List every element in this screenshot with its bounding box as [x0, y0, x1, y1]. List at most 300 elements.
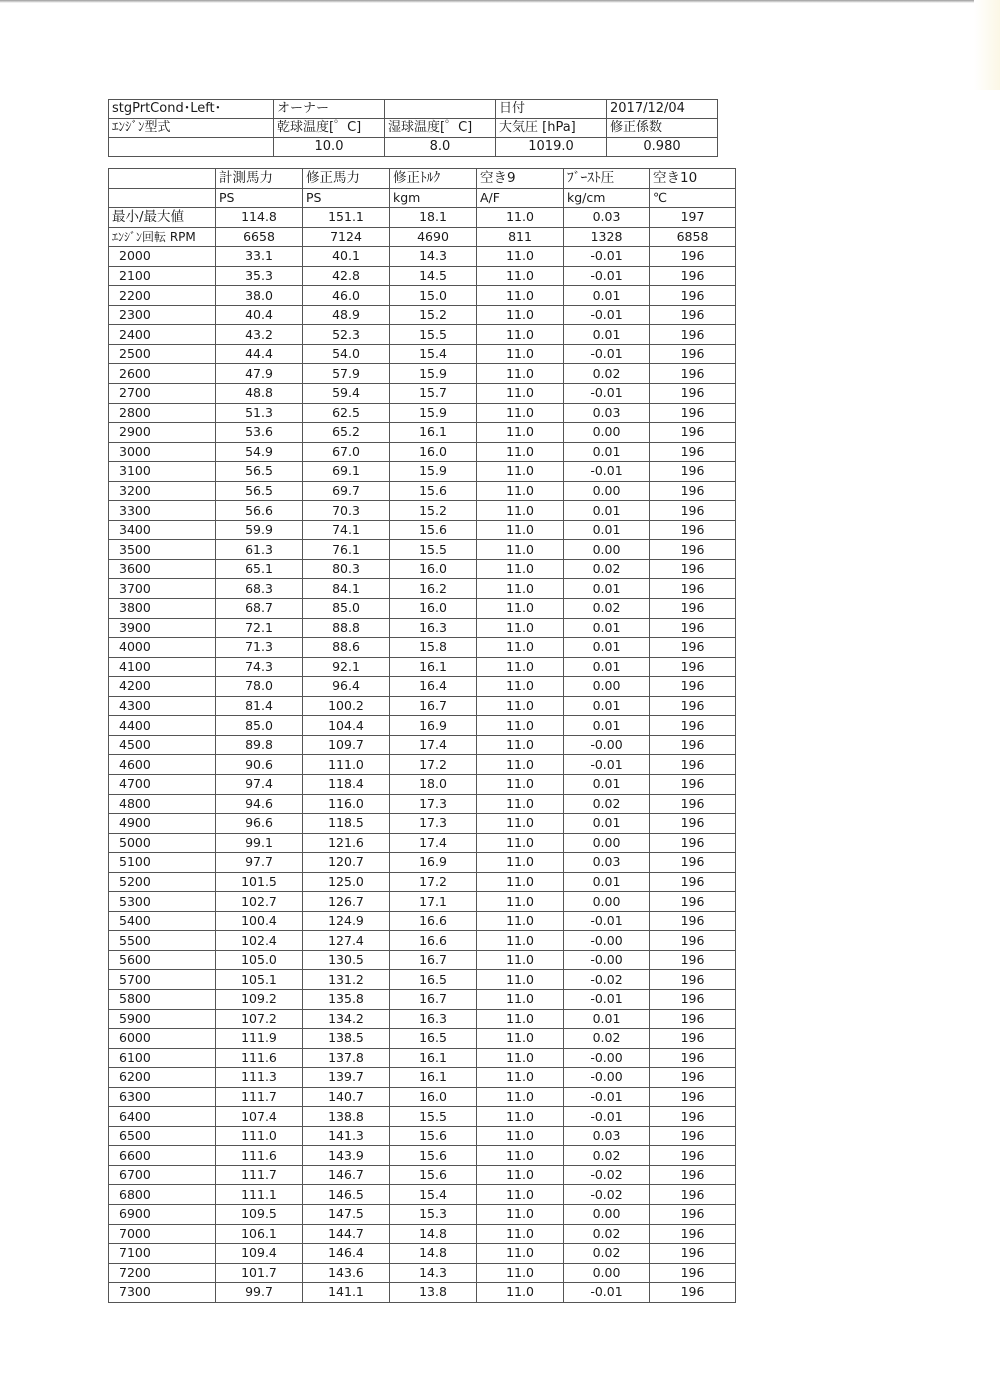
value-cell: 109.7	[303, 735, 390, 755]
value-cell: 102.4	[216, 931, 303, 951]
rpm-cell: 6800	[109, 1185, 216, 1205]
value-cell: 15.0	[390, 286, 477, 306]
value-cell: 196	[650, 286, 736, 306]
column-header: 空き9	[477, 169, 564, 189]
table-row	[109, 755, 736, 775]
table-row	[109, 520, 736, 540]
value-cell: 196	[650, 1224, 736, 1244]
value-cell: 17.2	[390, 872, 477, 892]
value-cell: 16.5	[390, 1029, 477, 1049]
table-row	[109, 618, 736, 638]
rpm-cell: 2100	[109, 266, 216, 286]
value-cell: 11.0	[477, 1263, 564, 1283]
value-cell: 15.5	[390, 325, 477, 345]
value-cell: 11.0	[477, 442, 564, 462]
unit-cell: ℃	[650, 188, 736, 208]
value-cell: 11.0	[477, 1283, 564, 1303]
value-cell: 135.8	[303, 989, 390, 1009]
value-cell: -0.01	[564, 1107, 650, 1127]
value-cell: 196	[650, 892, 736, 912]
value-cell: 11.0	[477, 735, 564, 755]
value-cell: 11.0	[477, 1204, 564, 1224]
value-cell: 81.4	[216, 696, 303, 716]
value-cell: 11.0	[477, 1068, 564, 1088]
table-row	[109, 1224, 736, 1244]
value-cell: 196	[650, 462, 736, 482]
value-cell: 11.0	[477, 1146, 564, 1166]
value-cell: 11.0	[477, 423, 564, 443]
table-row	[109, 911, 736, 931]
value-cell: -0.02	[564, 1165, 650, 1185]
value-cell: 11.0	[477, 520, 564, 540]
value-cell: 109.5	[216, 1204, 303, 1224]
table-row	[109, 384, 736, 404]
value-cell: 196	[650, 1146, 736, 1166]
value-cell: 0.01	[564, 286, 650, 306]
rpm-row-label: ｴﾝｼﾞﾝ回転 RPM	[109, 227, 216, 247]
value-cell: 196	[650, 950, 736, 970]
value-cell: 134.2	[303, 1009, 390, 1029]
value-cell: 61.3	[216, 540, 303, 560]
rpm-cell: 6400	[109, 1107, 216, 1127]
rpm-cell: 2500	[109, 344, 216, 364]
value-cell: 0.02	[564, 1029, 650, 1049]
table-row	[109, 1244, 736, 1264]
value-cell: 0.03	[564, 403, 650, 423]
max-rpm-cell: 6658	[216, 227, 303, 247]
value-cell: 16.3	[390, 1009, 477, 1029]
value-cell: 0.02	[564, 364, 650, 384]
dry-bulb-label: 乾球温度[゜C]	[274, 119, 385, 138]
table-row	[109, 1146, 736, 1166]
value-cell: 196	[650, 520, 736, 540]
value-cell: 16.7	[390, 989, 477, 1009]
value-cell: 196	[650, 911, 736, 931]
value-cell: -0.01	[564, 247, 650, 267]
dyno-data-body	[109, 169, 736, 1303]
value-cell: 56.6	[216, 501, 303, 521]
column-header: ﾌﾞｰｽﾄ圧	[564, 169, 650, 189]
rpm-cell: 3300	[109, 501, 216, 521]
dyno-data-table	[108, 168, 736, 1303]
scan-edge-tint	[974, 0, 1000, 90]
value-cell: 11.0	[477, 1107, 564, 1127]
value-cell: 196	[650, 1263, 736, 1283]
value-cell: 11.0	[477, 462, 564, 482]
value-cell: 196	[650, 833, 736, 853]
value-cell: 33.1	[216, 247, 303, 267]
owner-label: オーナー	[274, 100, 385, 119]
value-cell: 141.3	[303, 1126, 390, 1146]
value-cell: 56.5	[216, 462, 303, 482]
value-cell: 11.0	[477, 618, 564, 638]
value-cell: 88.8	[303, 618, 390, 638]
value-cell: 16.1	[390, 657, 477, 677]
value-cell: 16.0	[390, 599, 477, 619]
value-cell: 11.0	[477, 755, 564, 775]
value-cell: 146.5	[303, 1185, 390, 1205]
column-header: 計測馬力	[216, 169, 303, 189]
value-cell: 106.1	[216, 1224, 303, 1244]
value-cell: 11.0	[477, 1126, 564, 1146]
rpm-cell: 3200	[109, 481, 216, 501]
value-cell: 99.1	[216, 833, 303, 853]
max-rpm-cell: 4690	[390, 227, 477, 247]
value-cell: -0.01	[564, 266, 650, 286]
value-cell: 15.9	[390, 403, 477, 423]
value-cell: 109.4	[216, 1244, 303, 1264]
rpm-cell: 5400	[109, 911, 216, 931]
value-cell: -0.00	[564, 1048, 650, 1068]
value-cell: 0.03	[564, 853, 650, 873]
value-cell: 11.0	[477, 814, 564, 834]
value-cell: 146.4	[303, 1244, 390, 1264]
value-cell: 16.1	[390, 1068, 477, 1088]
table-row	[109, 1009, 736, 1029]
value-cell: 196	[650, 344, 736, 364]
value-cell: 17.3	[390, 814, 477, 834]
value-cell: 14.8	[390, 1244, 477, 1264]
value-cell: 16.7	[390, 950, 477, 970]
rpm-cell: 5700	[109, 970, 216, 990]
value-cell: 147.5	[303, 1204, 390, 1224]
table-row	[109, 1107, 736, 1127]
value-cell: 16.4	[390, 677, 477, 697]
value-cell: 116.0	[303, 794, 390, 814]
value-cell: 196	[650, 618, 736, 638]
value-cell: 196	[650, 325, 736, 345]
value-cell: 0.02	[564, 599, 650, 619]
value-cell: 196	[650, 442, 736, 462]
table-row	[109, 716, 736, 736]
correction-factor-label: 修正係数	[607, 119, 718, 138]
value-cell: -0.00	[564, 1068, 650, 1088]
value-cell: 0.01	[564, 442, 650, 462]
value-cell: 16.7	[390, 696, 477, 716]
value-cell: 97.7	[216, 853, 303, 873]
profile-name: stgPrtCond･Left･	[109, 100, 274, 119]
table-row	[109, 1048, 736, 1068]
value-cell: 124.9	[303, 911, 390, 931]
value-cell: 196	[650, 559, 736, 579]
column-header-row	[109, 169, 736, 189]
value-cell: 48.8	[216, 384, 303, 404]
value-cell: 65.1	[216, 559, 303, 579]
value-cell: 13.8	[390, 1283, 477, 1303]
value-cell: 127.4	[303, 931, 390, 951]
value-cell: 70.3	[303, 501, 390, 521]
value-cell: 16.2	[390, 579, 477, 599]
value-cell: 0.01	[564, 774, 650, 794]
value-cell: 16.0	[390, 1087, 477, 1107]
rpm-cell: 7300	[109, 1283, 216, 1303]
value-cell: 143.6	[303, 1263, 390, 1283]
table-row	[109, 1263, 736, 1283]
table-row	[109, 481, 736, 501]
rpm-cell: 7000	[109, 1224, 216, 1244]
value-cell: 16.6	[390, 911, 477, 931]
value-cell: 140.7	[303, 1087, 390, 1107]
value-cell: 109.2	[216, 989, 303, 1009]
value-cell: 15.8	[390, 638, 477, 658]
value-cell: 196	[650, 364, 736, 384]
value-cell: 16.6	[390, 931, 477, 951]
rpm-cell: 3500	[109, 540, 216, 560]
value-cell: 196	[650, 1048, 736, 1068]
table-row	[109, 266, 736, 286]
rpm-cell: 5000	[109, 833, 216, 853]
value-cell: 196	[650, 501, 736, 521]
value-cell: 111.1	[216, 1185, 303, 1205]
value-cell: 11.0	[477, 872, 564, 892]
value-cell: 99.7	[216, 1283, 303, 1303]
value-cell: 111.0	[303, 755, 390, 775]
table-row	[109, 1126, 736, 1146]
value-cell: 0.02	[564, 559, 650, 579]
table-row	[109, 540, 736, 560]
rpm-cell: 6100	[109, 1048, 216, 1068]
rpm-cell: 3000	[109, 442, 216, 462]
value-cell: 84.1	[303, 579, 390, 599]
value-cell: 131.2	[303, 970, 390, 990]
value-cell: 0.01	[564, 872, 650, 892]
value-cell: 15.6	[390, 1126, 477, 1146]
value-cell: 52.3	[303, 325, 390, 345]
value-cell: 11.0	[477, 344, 564, 364]
rpm-cell: 2900	[109, 423, 216, 443]
value-cell: -0.02	[564, 970, 650, 990]
table-row	[109, 286, 736, 306]
correction-factor-value: 0.980	[607, 138, 718, 157]
engine-model-value	[109, 138, 274, 157]
value-cell: -0.01	[564, 989, 650, 1009]
value-cell: 143.9	[303, 1146, 390, 1166]
rpm-cell: 3400	[109, 520, 216, 540]
value-cell: 144.7	[303, 1224, 390, 1244]
table-row	[109, 950, 736, 970]
max-value-cell: 197	[650, 208, 736, 228]
value-cell: 0.02	[564, 1224, 650, 1244]
value-cell: 196	[650, 481, 736, 501]
max-row-label: 最小/最大値	[109, 208, 216, 228]
value-cell: 0.01	[564, 716, 650, 736]
value-cell: 196	[650, 735, 736, 755]
value-cell: 196	[650, 599, 736, 619]
value-cell: 15.5	[390, 1107, 477, 1127]
rpm-cell: 3100	[109, 462, 216, 482]
value-cell: 15.4	[390, 1185, 477, 1205]
value-cell: 0.00	[564, 1204, 650, 1224]
value-cell: 11.0	[477, 540, 564, 560]
value-cell: 196	[650, 677, 736, 697]
table-row	[109, 559, 736, 579]
rpm-cell: 5800	[109, 989, 216, 1009]
value-cell: 196	[650, 989, 736, 1009]
table-row	[109, 305, 736, 325]
unit-cell: A/F	[477, 188, 564, 208]
table-row	[109, 579, 736, 599]
value-cell: 130.5	[303, 950, 390, 970]
value-cell: 11.0	[477, 1224, 564, 1244]
value-cell: 38.0	[216, 286, 303, 306]
value-cell: 59.4	[303, 384, 390, 404]
value-cell: 16.3	[390, 618, 477, 638]
rpm-cell: 4100	[109, 657, 216, 677]
scan-edge-shadow	[0, 0, 1000, 3]
pressure-label: 大気圧 [hPa]	[496, 119, 607, 138]
value-cell: 43.2	[216, 325, 303, 345]
value-cell: 69.1	[303, 462, 390, 482]
value-cell: 11.0	[477, 989, 564, 1009]
unit-cell: kgm	[390, 188, 477, 208]
rpm-cell: 4400	[109, 716, 216, 736]
value-cell: 11.0	[477, 1165, 564, 1185]
unit-cell: PS	[303, 188, 390, 208]
value-cell: 14.3	[390, 247, 477, 267]
value-cell: 40.1	[303, 247, 390, 267]
value-cell: 196	[650, 657, 736, 677]
max-value-cell: 0.03	[564, 208, 650, 228]
value-cell: 138.8	[303, 1107, 390, 1127]
engine-model-label: ｴﾝｼﾞﾝ型式	[109, 119, 274, 138]
value-cell: 196	[650, 853, 736, 873]
value-cell: 15.9	[390, 462, 477, 482]
value-cell: 196	[650, 794, 736, 814]
rpm-cell: 5300	[109, 892, 216, 912]
value-cell: 107.2	[216, 1009, 303, 1029]
value-cell: 11.0	[477, 1244, 564, 1264]
value-cell: 67.0	[303, 442, 390, 462]
value-cell: 11.0	[477, 481, 564, 501]
value-cell: 111.9	[216, 1029, 303, 1049]
table-row	[109, 1165, 736, 1185]
value-cell: 48.9	[303, 305, 390, 325]
value-cell: 92.1	[303, 657, 390, 677]
value-cell: -0.01	[564, 1087, 650, 1107]
value-cell: 196	[650, 384, 736, 404]
rpm-cell: 4500	[109, 735, 216, 755]
value-cell: 196	[650, 1087, 736, 1107]
value-cell: 11.0	[477, 696, 564, 716]
rpm-cell: 7100	[109, 1244, 216, 1264]
value-cell: 121.6	[303, 833, 390, 853]
value-cell: 196	[650, 872, 736, 892]
value-cell: 105.1	[216, 970, 303, 990]
table-row	[109, 462, 736, 482]
date-value: 2017/12/04	[607, 100, 718, 119]
header-row-3	[109, 138, 718, 157]
value-cell: 118.5	[303, 814, 390, 834]
value-cell: 44.4	[216, 344, 303, 364]
rpm-cell: 2700	[109, 384, 216, 404]
value-cell: 196	[650, 716, 736, 736]
rpm-cell: 6600	[109, 1146, 216, 1166]
value-cell: 137.8	[303, 1048, 390, 1068]
rpm-cell: 6900	[109, 1204, 216, 1224]
value-cell: 65.2	[303, 423, 390, 443]
owner-value	[385, 100, 496, 119]
value-cell: 16.0	[390, 442, 477, 462]
value-cell: 94.6	[216, 794, 303, 814]
value-cell: 68.7	[216, 599, 303, 619]
value-cell: 11.0	[477, 579, 564, 599]
rpm-cell: 2800	[109, 403, 216, 423]
value-cell: 11.0	[477, 970, 564, 990]
table-row	[109, 1087, 736, 1107]
table-row	[109, 1185, 736, 1205]
value-cell: 196	[650, 247, 736, 267]
value-cell: 196	[650, 1283, 736, 1303]
value-cell: 11.0	[477, 1185, 564, 1205]
value-cell: 11.0	[477, 911, 564, 931]
value-cell: 11.0	[477, 364, 564, 384]
value-cell: 15.6	[390, 520, 477, 540]
value-cell: -0.00	[564, 950, 650, 970]
value-cell: 69.7	[303, 481, 390, 501]
value-cell: 11.0	[477, 325, 564, 345]
rpm-cell: 6000	[109, 1029, 216, 1049]
value-cell: 14.8	[390, 1224, 477, 1244]
value-cell: 196	[650, 266, 736, 286]
rpm-cell: 3700	[109, 579, 216, 599]
value-cell: 56.5	[216, 481, 303, 501]
value-cell: 11.0	[477, 599, 564, 619]
value-cell: 15.7	[390, 384, 477, 404]
rpm-cell: 4300	[109, 696, 216, 716]
value-cell: 196	[650, 403, 736, 423]
value-cell: 72.1	[216, 618, 303, 638]
value-cell: 42.8	[303, 266, 390, 286]
rpm-cell: 6200	[109, 1068, 216, 1088]
table-row	[109, 833, 736, 853]
value-cell: 15.6	[390, 1146, 477, 1166]
value-cell: 196	[650, 696, 736, 716]
table-row	[109, 892, 736, 912]
header-row-2	[109, 119, 718, 138]
max-value-row	[109, 208, 736, 228]
rpm-cell: 2200	[109, 286, 216, 306]
value-cell: 11.0	[477, 638, 564, 658]
value-cell: 138.5	[303, 1029, 390, 1049]
value-cell: 111.6	[216, 1146, 303, 1166]
table-row	[109, 989, 736, 1009]
column-header: 空き10	[650, 169, 736, 189]
value-cell: 126.7	[303, 892, 390, 912]
value-cell: 11.0	[477, 1009, 564, 1029]
value-cell: 107.4	[216, 1107, 303, 1127]
value-cell: 17.4	[390, 833, 477, 853]
value-cell: 11.0	[477, 716, 564, 736]
rpm-cell: 3900	[109, 618, 216, 638]
value-cell: 78.0	[216, 677, 303, 697]
value-cell: 54.9	[216, 442, 303, 462]
value-cell: 0.02	[564, 1244, 650, 1264]
pressure-value: 1019.0	[496, 138, 607, 157]
value-cell: 80.3	[303, 559, 390, 579]
value-cell: 15.3	[390, 1204, 477, 1224]
value-cell: 0.01	[564, 579, 650, 599]
table-row	[109, 599, 736, 619]
value-cell: 0.01	[564, 696, 650, 716]
max-rpm-cell: 811	[477, 227, 564, 247]
value-cell: 74.1	[303, 520, 390, 540]
value-cell: 16.1	[390, 1048, 477, 1068]
column-header: 修正ﾄﾙｸ	[390, 169, 477, 189]
rpm-cell: 5900	[109, 1009, 216, 1029]
value-cell: 196	[650, 1185, 736, 1205]
table-row	[109, 423, 736, 443]
value-cell: 196	[650, 970, 736, 990]
